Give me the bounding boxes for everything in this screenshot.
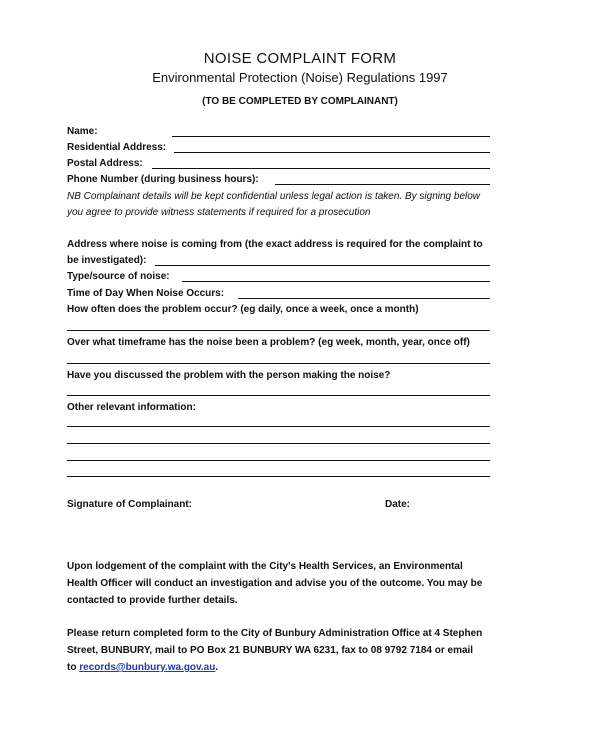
email-end: . [215,662,219,673]
date-label: Date: [385,499,411,510]
return-line-1: Please return completed form to the City of Bunbury Administration Office at 4 Stephen [67,628,483,639]
noise-type-label: Type/source of noise: [67,271,170,282]
noise-address-label-line1: Address where noise is coming from (the exact address is required for the complaint to [67,239,483,250]
name-field-line[interactable] [172,136,490,137]
completion-note: (TO BE COMPLETED BY COMPLAINANT) [202,96,398,107]
timeframe-field-line[interactable] [67,363,490,364]
lodgement-line-1: Upon lodgement of the complaint with the City's Health Services, an Environmental [67,561,463,572]
frequency-label: How often does the problem occur? (eg daily, once a week, once a month) [67,304,419,315]
other-info-line-1[interactable] [67,426,490,427]
lodgement-line-3: contacted to provide further details. [67,595,238,606]
signature-label: Signature of Complainant: [67,499,192,510]
timeframe-label: Over what timeframe has the noise been a problem? (eg week, month, year, once off) [67,337,470,348]
lodgement-paragraph [67,558,517,609]
email-link[interactable]: records@bunbury.wa.gov.au [79,662,216,673]
phone-field-line[interactable] [275,184,490,185]
time-of-day-label: Time of Day When Noise Occurs: [67,288,225,299]
form-subtitle: Environmental Protection (Noise) Regulations 1997 [152,70,448,85]
other-info-line-2[interactable] [67,443,490,444]
return-paragraph [67,625,517,676]
postal-address-field-line[interactable] [152,168,490,169]
discussed-field-line[interactable] [67,395,490,396]
postal-address-label: Postal Address: [67,158,143,169]
form-title: NOISE COMPLAINT FORM [203,50,397,67]
name-label: Name: [67,126,98,137]
confidentiality-note-line2: you agree to provide witness statements if required for a prosecution [67,207,371,218]
time-of-day-field-line[interactable] [238,298,490,299]
return-line-3 [67,659,517,676]
noise-address-field-line[interactable] [155,265,490,266]
frequency-field-line[interactable] [67,330,490,331]
noise-address-label-line2: be investigated): [67,255,147,266]
discussed-label: Have you discussed the problem with the person making the noise? [67,370,391,381]
lodgement-line-2: Health Officer will conduct an investigation and advise you of the outcome. You may be [67,578,483,589]
other-info-label: Other relevant information: [67,402,196,413]
noise-type-field-line[interactable] [182,281,490,282]
return-to-text: to [67,662,77,673]
other-info-line-3[interactable] [67,460,490,461]
other-info-line-4[interactable] [67,476,490,477]
residential-address-label: Residential Address: [67,142,167,153]
phone-label: Phone Number (during business hours): [67,174,259,185]
return-line-2: Street, BUNBURY, mail to PO Box 21 BUNBURY WA 6231, fax to 08 9792 7184 or email [67,645,474,656]
residential-address-field-line[interactable] [174,152,490,153]
confidentiality-note-line1: NB Complainant details will be kept confidential unless legal action is taken. By signing below [67,191,481,202]
